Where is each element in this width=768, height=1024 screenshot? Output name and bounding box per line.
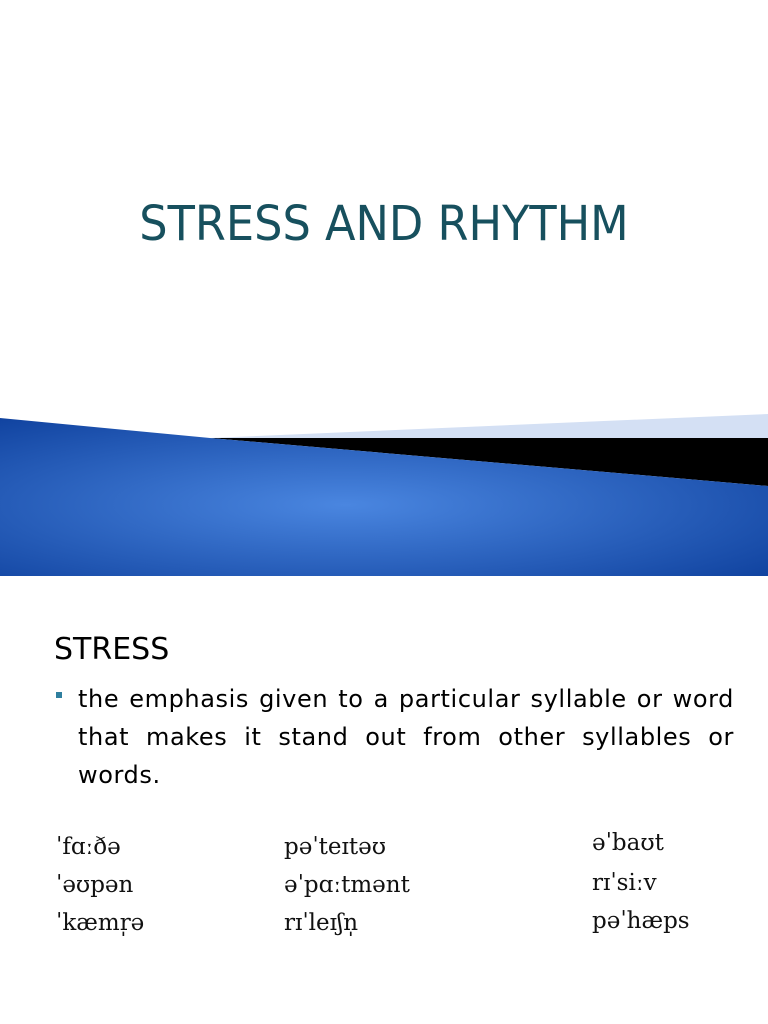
- decorative-blue-band: [0, 400, 768, 576]
- content-slide: [0, 576, 768, 1024]
- ipa-word: əˈbaʊt: [592, 830, 664, 856]
- ipa-word: ˈkæmr̩ə: [56, 910, 145, 936]
- bullet-text: the emphasis given to a particular syllable or word that makes it stand out from other syllables or words.: [78, 685, 734, 789]
- ipa-transcriptions: [56, 830, 756, 954]
- slide-heading: STRESS: [54, 632, 170, 667]
- ipa-word: əˈpɑːtmənt: [284, 872, 410, 898]
- ipa-word: ˈfɑːðə: [56, 834, 121, 860]
- ipa-word: rɪˈsiːv: [592, 870, 657, 896]
- slide-title: STRESS AND RHYTHM: [139, 196, 629, 252]
- ipa-word: pəˈhæps: [592, 908, 690, 934]
- ipa-word: rɪˈleɪʃn̩: [284, 910, 359, 936]
- ipa-word: pəˈteɪtəʊ: [284, 834, 386, 860]
- square-bullet-icon: [56, 692, 62, 698]
- ipa-word: ˈəʊpən: [56, 872, 134, 898]
- pale-stripe: [210, 414, 768, 438]
- bullet-item: [56, 680, 734, 794]
